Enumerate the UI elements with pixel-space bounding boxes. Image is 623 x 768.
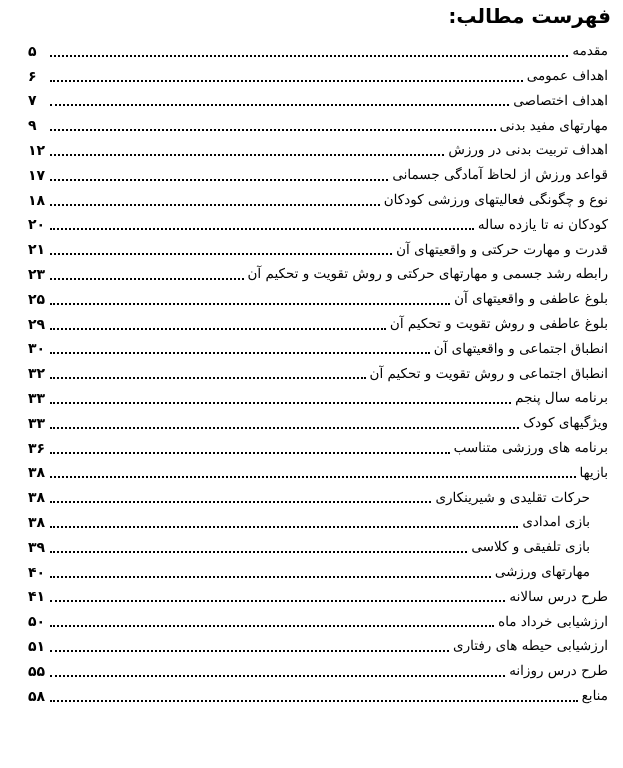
toc-entry-title: قدرت و مهارت حرکتی و واقعیتهای آن [396, 241, 608, 258]
toc-entry[interactable] [28, 110, 608, 135]
toc-entry[interactable] [28, 408, 608, 433]
toc-entry-page-number: ۵۱ [28, 638, 46, 655]
toc-entry[interactable] [28, 36, 608, 61]
toc-entry-title: اهداف اختصاصی [513, 92, 608, 109]
toc-entry-title: انطباق اجتماعی و واقعیتهای آن [433, 340, 608, 357]
toc-entry-title: کودکان نه تا یازده ساله [477, 216, 608, 233]
toc-entry-title: بلوغ عاطفی و روش تقویت و تحکیم آن [389, 316, 608, 333]
toc-entry[interactable] [28, 185, 608, 210]
toc-entry-title: بازی تلفیقی و کلاسی [471, 539, 590, 556]
toc-entry-title: مقدمه [572, 43, 608, 60]
toc-entry-page-number: ۱۷ [28, 167, 46, 184]
dot-leader [50, 476, 576, 478]
toc-entry[interactable] [28, 482, 608, 507]
toc-entry-page-number: ۵ [28, 43, 37, 60]
dot-leader [50, 600, 505, 602]
toc-entry[interactable] [28, 606, 608, 631]
dot-leader [50, 179, 388, 181]
toc-entry-page-number: ۶ [28, 68, 37, 85]
toc-entry-page-number: ۳۸ [28, 514, 46, 531]
toc-title: فهرست مطالب: [448, 4, 611, 28]
toc-entry-title: برنامه های ورزشی متناسب [453, 440, 608, 457]
dot-leader [50, 402, 511, 404]
toc-entry[interactable] [28, 507, 608, 532]
toc-entry-page-number: ۷ [28, 93, 37, 110]
toc-entry-page-number: ۴۱ [28, 589, 46, 606]
toc-entry-page-number: ۲۰ [28, 217, 46, 234]
dot-leader [50, 278, 244, 280]
toc-entry-page-number: ۱۲ [28, 142, 46, 159]
toc-entry-page-number: ۳۰ [28, 341, 46, 358]
dot-leader [50, 253, 392, 255]
toc-entry-title: نوع و چگونگی فعالیتهای ورزشی کودکان [383, 192, 608, 209]
toc-entry-page-number: ۵۸ [28, 688, 46, 705]
dot-leader [50, 551, 467, 553]
toc-entry-page-number: ۳۳ [28, 415, 46, 432]
dot-leader [50, 452, 450, 454]
toc-entry-title: طرح درس روزانه [509, 663, 608, 680]
toc-entry[interactable] [28, 631, 608, 656]
dot-leader [50, 427, 519, 429]
toc-entry[interactable] [28, 334, 608, 359]
dot-leader [50, 80, 523, 82]
toc-entry-page-number: ۳۸ [28, 465, 46, 482]
toc-entry-title: بازیها [579, 464, 608, 481]
toc-entry[interactable] [28, 557, 608, 582]
toc-entry-page-number: ۲۹ [28, 316, 46, 333]
dot-leader [50, 625, 494, 627]
dot-leader [50, 154, 444, 156]
dot-leader [50, 55, 568, 57]
toc-entry-title: ارزشیابی حیطه های رفتاری [453, 638, 608, 655]
dot-leader [50, 650, 449, 652]
toc-entry-title: انطباق اجتماعی و روش تقویت و تحکیم آن [369, 365, 608, 382]
toc-entry[interactable] [28, 383, 608, 408]
toc-entry-title: طرح درس سالانه [509, 588, 608, 605]
toc-entry-page-number: ۳۹ [28, 539, 46, 556]
toc-entry[interactable] [28, 532, 608, 557]
toc-entry-title: مهارتهای مفید بدنی [499, 117, 608, 134]
dot-leader [50, 328, 386, 330]
toc-entry-page-number: ۳۲ [28, 366, 46, 383]
toc-entry-title: بازی امدادی [522, 514, 590, 531]
dot-leader [50, 129, 496, 131]
toc-entry-title: منابع [581, 688, 608, 705]
toc-entry[interactable] [28, 309, 608, 334]
toc-entry[interactable] [28, 358, 608, 383]
toc-entry-title: برنامه سال پنجم [515, 390, 608, 407]
toc-entry-title: مهارتهای ورزشی [494, 564, 590, 581]
dot-leader [50, 303, 450, 305]
toc-entry-page-number: ۱۸ [28, 192, 46, 209]
toc-entry[interactable] [28, 234, 608, 259]
dot-leader [50, 576, 491, 578]
toc-entry-title: ویژگیهای کودک [523, 415, 608, 432]
table-of-contents [28, 36, 608, 706]
toc-entry-title: بلوغ عاطفی و واقعیتهای آن [454, 291, 608, 308]
toc-entry[interactable] [28, 582, 608, 607]
toc-entry-title: ارزشیابی خرداد ماه [498, 613, 608, 630]
toc-entry-title: قواعد ورزش از لحاظ آمادگی جسمانی [392, 167, 608, 184]
dot-leader [50, 675, 505, 677]
toc-entry-page-number: ۳۶ [28, 440, 46, 457]
dot-leader [50, 526, 518, 528]
toc-entry-title: رابطه رشد جسمی و مهارتهای حرکتی و روش تقویت و تحکیم آن [247, 266, 608, 283]
toc-entry-page-number: ۹ [28, 118, 37, 135]
toc-entry-page-number: ۳۸ [28, 490, 46, 507]
dot-leader [50, 228, 474, 230]
dot-leader [50, 352, 430, 354]
toc-entry-title: اهداف عمومی [526, 68, 608, 85]
toc-entry[interactable] [28, 433, 608, 458]
toc-entry-page-number: ۵۵ [28, 663, 46, 680]
dot-leader [50, 501, 431, 503]
toc-entry[interactable] [28, 656, 608, 681]
toc-entry[interactable] [28, 259, 608, 284]
toc-entry-page-number: ۲۳ [28, 266, 46, 283]
toc-entry[interactable] [28, 61, 608, 86]
toc-entry-page-number: ۲۱ [28, 242, 46, 259]
toc-entry-page-number: ۳۳ [28, 390, 46, 407]
toc-entry-page-number: ۴۰ [28, 564, 46, 581]
dot-leader [50, 700, 578, 702]
toc-entry[interactable] [28, 681, 608, 706]
toc-entry-title: حرکات تقلیدی و شیرینکاری [435, 489, 590, 506]
toc-entry[interactable] [28, 284, 608, 309]
toc-entry-page-number: ۲۵ [28, 291, 46, 308]
dot-leader [50, 204, 380, 206]
toc-entry[interactable] [28, 210, 608, 235]
toc-entry[interactable] [28, 86, 608, 111]
toc-entry[interactable] [28, 458, 608, 483]
toc-entry[interactable] [28, 160, 608, 185]
toc-entry-title: اهداف تربیت بدنی در ورزش [448, 142, 608, 159]
dot-leader [50, 377, 366, 379]
dot-leader [50, 104, 509, 106]
toc-entry[interactable] [28, 135, 608, 160]
toc-entry-page-number: ۵۰ [28, 614, 46, 631]
